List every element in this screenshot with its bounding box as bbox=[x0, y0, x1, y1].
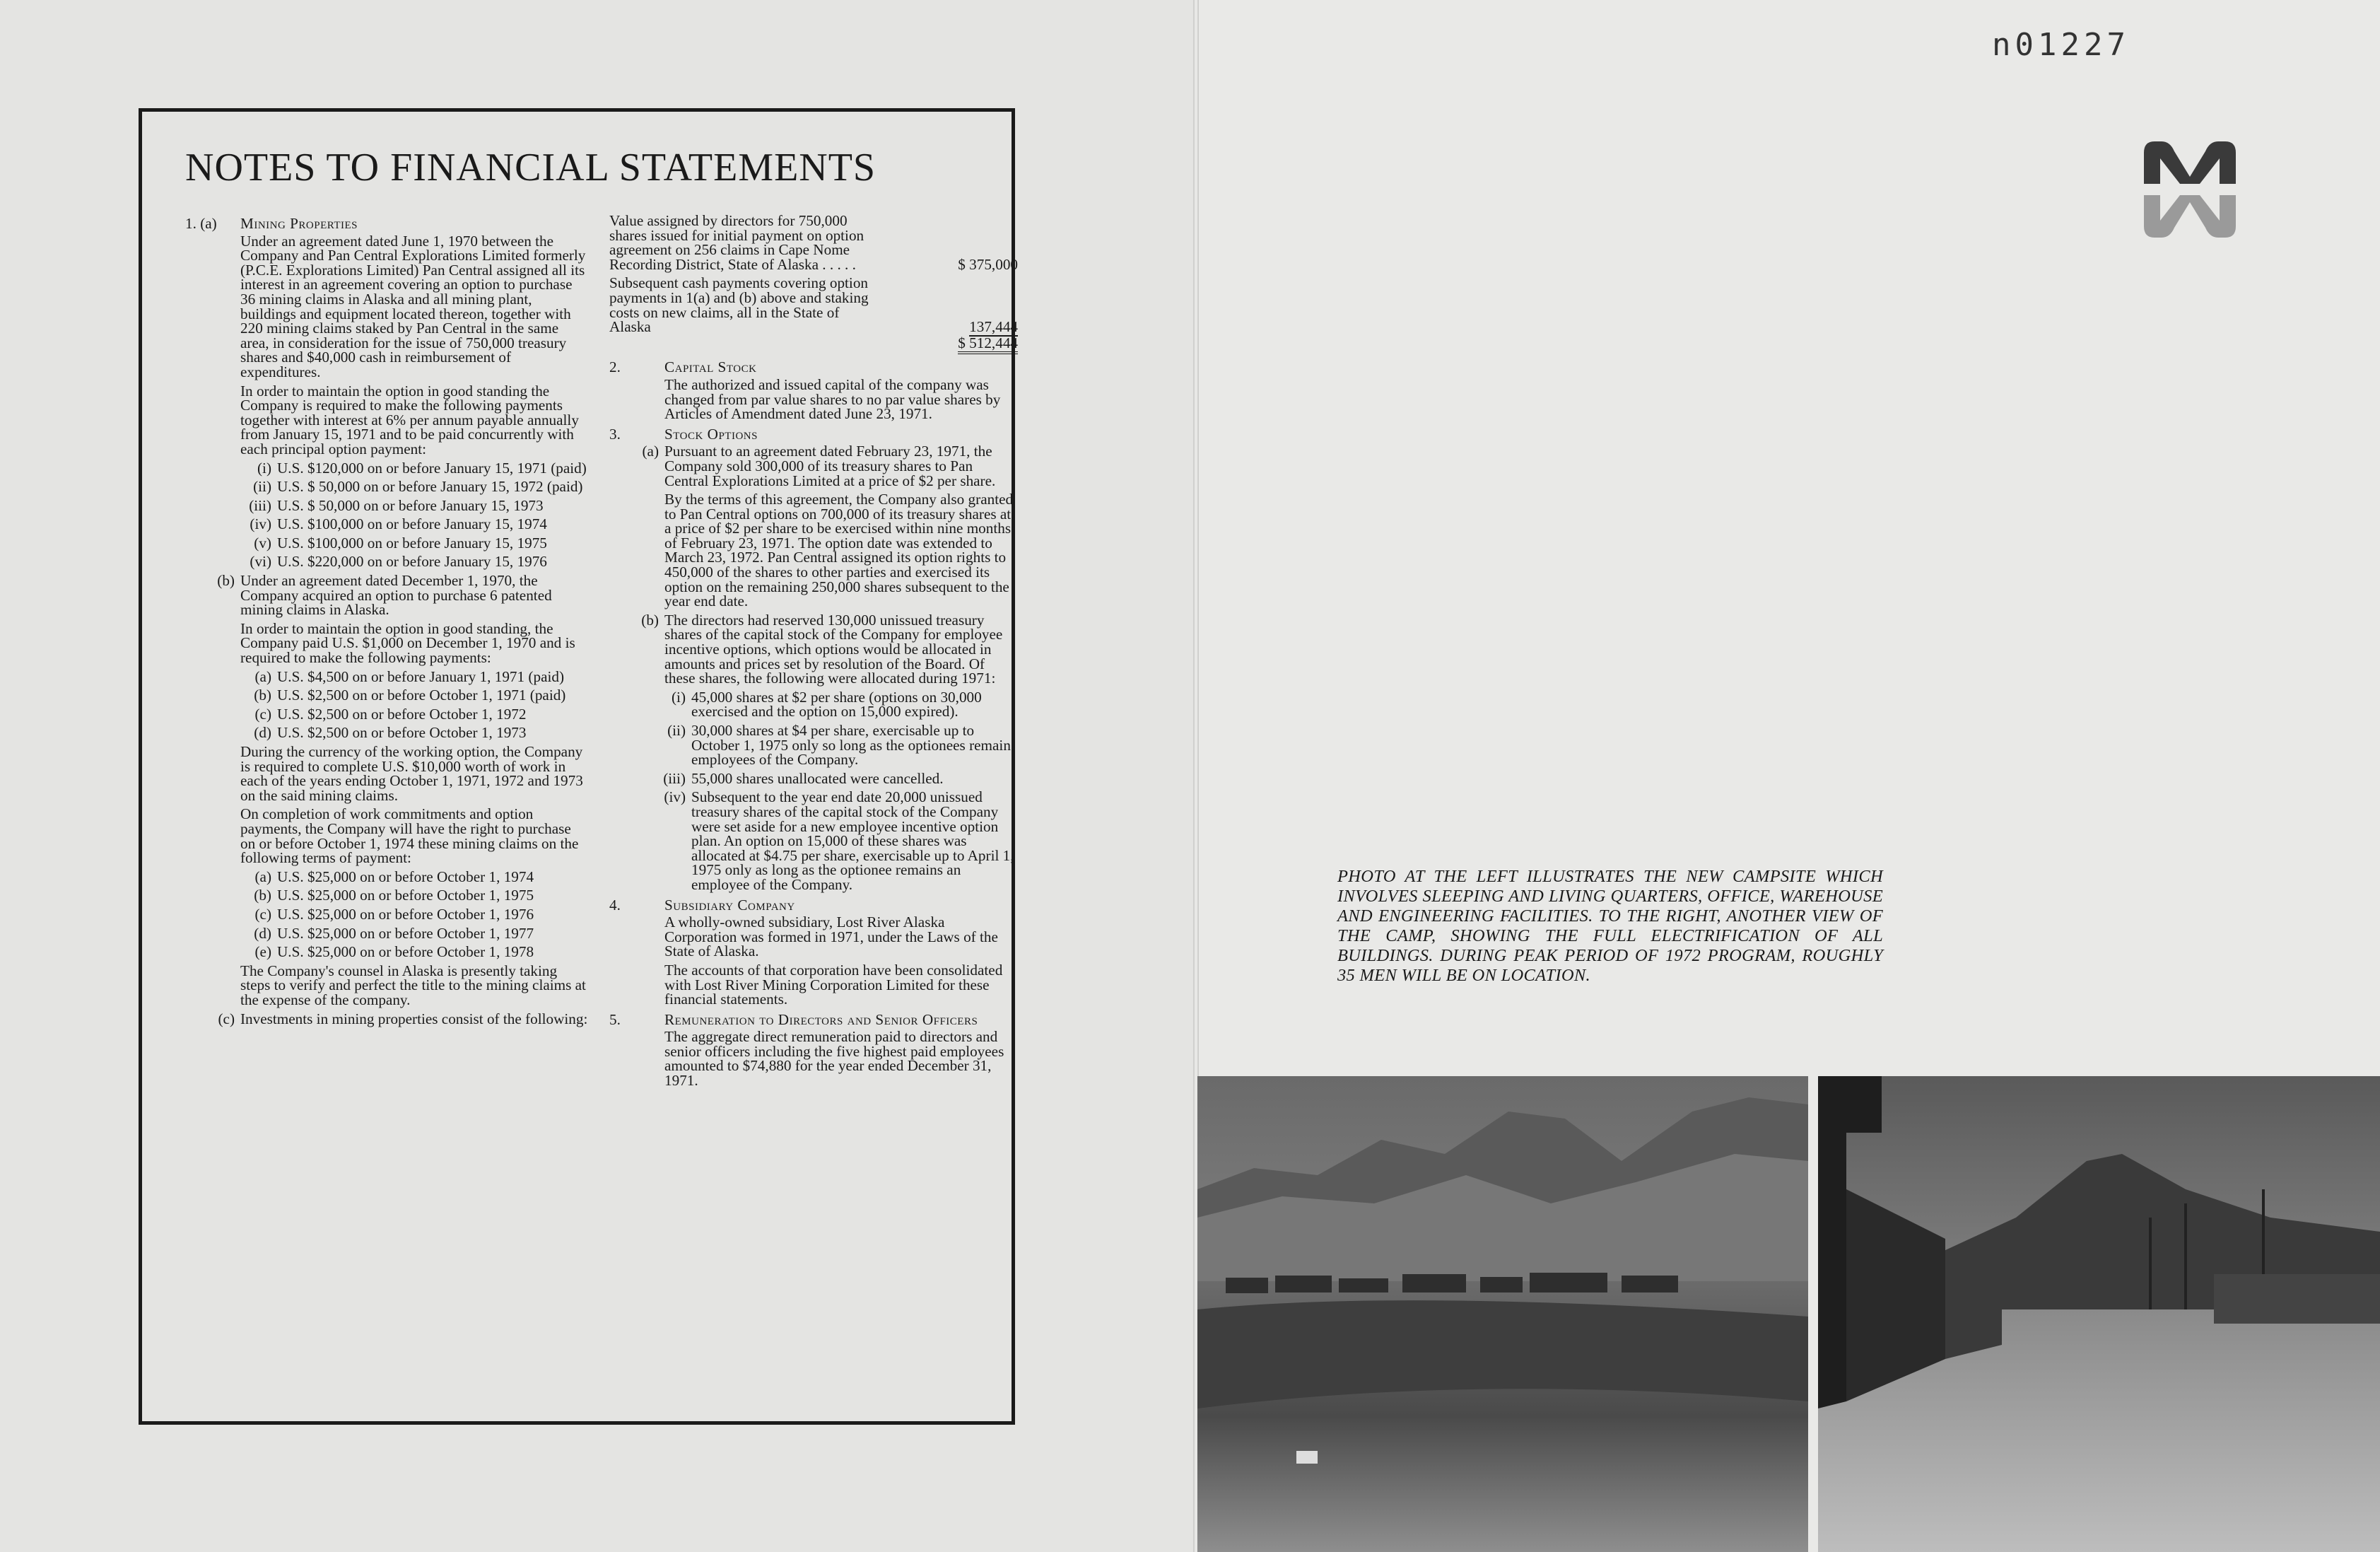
investment-amount: 137,444 bbox=[969, 318, 1018, 336]
note-paragraph: In order to maintain the option in good standing the Company is required to make the following payments together with interest at 6% per annum payable annually from January 15, 1971 and to be paid concurrently with each principal option payment: bbox=[240, 382, 579, 457]
note-paragraph: On completion of work commitments and option payments, the Company will have the right to purchase on or before October 1, 1974 these mining claims on the following terms of payment: bbox=[240, 805, 579, 867]
note-heading: Mining Properties bbox=[240, 215, 358, 232]
note-paragraph: By the terms of this agreement, the Company also granted to Pan Central options on 700,000 of its treasury shares at a price of $2 per share to be exercised within nine months of February 23, 1971. The option date was extended to March 23, 1972. Pan Central assigned its option rights to 450,000 of the shares to other parties and exercised its option on the remaining 250,000 shares subsequent to the year end date. bbox=[664, 491, 1014, 610]
note-2-heading: 2. Capital Stock bbox=[609, 358, 757, 376]
payment-item: (b) U.S. $25,000 on or before October 1, 1975 bbox=[254, 887, 534, 904]
investment-desc: Value assigned by directors for 750,000 shares issued for initial payment on option agreement on 256 claims in Cape Nome Recording District, State of Alaska . . . . . bbox=[609, 212, 864, 273]
mw-logo bbox=[2140, 140, 2239, 239]
photo-caption: PHOTO AT THE LEFT ILLUSTRATES THE NEW CAMPSITE WHICH INVOLVES SLEEPING AND LIVING QUARTERS, OFFICE, WAREHOUSE AND ENGINEERING FACILITIES. TO THE RIGHT, ANOTHER VIEW OF THE CAMP, SHOWING THE FULL ELECTRIFICATION OF ALL BUILDINGS. DURING PEAK PERIOD OF 1972 PROGRAM, ROUGHLY 35 MEN WILL BE ON LOCATION. bbox=[1337, 867, 1883, 985]
investment-desc: Subsequent cash payments covering option payments in 1(a) and (b) above and staking costs on new claims, all in the State of Alaska bbox=[609, 274, 869, 336]
payment-item: (iii) U.S. $ 50,000 on or before January 15, 1973 bbox=[249, 496, 544, 514]
option-item: (i) 45,000 shares at $2 per share (options on 30,000 exercised and the option on 15,000 expired). bbox=[672, 688, 982, 720]
camp-buildings-photo bbox=[1818, 1076, 2380, 1552]
payment-item: (ii) U.S. $ 50,000 on or before January 15, 1972 (paid) bbox=[253, 478, 583, 496]
note-3a: (a) Pursuant to an agreement dated February 23, 1971, the Company sold 300,000 of its treasury shares to Pan Central Explorations Limited at a price of $2 per share. bbox=[642, 443, 996, 489]
notes-column-2 bbox=[609, 214, 1018, 1092]
payment-item: (a) U.S. $4,500 on or before January 1, 1971 (paid) bbox=[254, 667, 565, 685]
note-paragraph: A wholly-owned subsidiary, Lost River Alaska Corporation was formed in 1971, under the Laws of the State of Alaska. bbox=[664, 914, 998, 960]
payment-item: (e) U.S. $25,000 on or before October 1, 1978 bbox=[254, 943, 534, 961]
page-title: NOTES TO FINANCIAL STATEMENTS bbox=[185, 146, 877, 189]
payment-item: (d) U.S. $25,000 on or before October 1, 1977 bbox=[254, 924, 534, 942]
payment-item: (a) U.S. $25,000 on or before October 1, 1974 bbox=[254, 868, 534, 885]
payment-item: (d) U.S. $2,500 on or before October 1, 1973 bbox=[254, 724, 527, 742]
payment-item: (c) U.S. $2,500 on or before October 1, 1972 bbox=[254, 705, 527, 723]
note-paragraph: In order to maintain the option in good standing, the Company paid U.S. $1,000 on December 1, 1970 and is required to make the following payments: bbox=[240, 619, 575, 667]
page-number: n01227 bbox=[1992, 27, 2130, 63]
payment-item: (i) U.S. $120,000 on or before January 15, 1971 (paid) bbox=[257, 459, 587, 477]
note-paragraph: The Company's counsel in Alaska is presently taking steps to verify and perfect the title to the mining claims at the expense of the company. bbox=[240, 962, 586, 1008]
payment-item: (c) U.S. $25,000 on or before October 1, 1976 bbox=[254, 905, 534, 923]
option-item: (iii) 55,000 shares unallocated were cancelled. bbox=[663, 769, 944, 787]
payment-item: (iv) U.S. $100,000 on or before January 15, 1974 bbox=[250, 515, 547, 533]
campsite-photo bbox=[1197, 1076, 1808, 1552]
note-paragraph: Under an agreement dated June 1, 1970 between the Company and Pan Central Explorations Limited formerly (P.C.E. Explorations Limited) Pan Central assigned all its interest in an agreement covering an option to purchase 36 mining claims in Alaska and all mining plant, buildings and equipment located thereon, together with 220 mining claims staked by Pan Central in the same area, in consideration for the issue of 750,000 treasury shares and $40,000 cash in reimbursement of expenditures. bbox=[240, 232, 586, 380]
investment-total: $ 512,444 bbox=[958, 334, 1018, 354]
note-paragraph: The aggregate direct remuneration paid to directors and senior officers including the five highest paid employees amounted to $74,880 for the year ended December 31, 1971. bbox=[664, 1028, 1004, 1090]
note-1b: (b) Under an agreement dated December 1, 1970, the Company acquired an option to purchase 6 patented mining claims in Alaska. bbox=[217, 572, 552, 619]
note-paragraph: The accounts of that corporation have been consolidated with Lost River Mining Corporation Limited for these financial statements. bbox=[664, 961, 1003, 1008]
investment-row bbox=[609, 276, 1018, 334]
note-paragraph: The authorized and issued capital of the company was changed from par value shares to no par value shares by Articles of Amendment dated June 23, 1971. bbox=[664, 375, 1001, 423]
note-1-heading bbox=[185, 216, 588, 231]
payment-item: (b) U.S. $2,500 on or before October 1, 1971 (paid) bbox=[254, 687, 566, 704]
note-paragraph: During the currency of the working option, the Company is required to complete U.S. $10,000 worth of work in each of the years ending October 1, 1971, 1972 and 1973 on the said mining claims. bbox=[240, 743, 583, 804]
note-4-heading: 4. Subsidiary Company bbox=[609, 896, 795, 914]
note-3-heading: 3. Stock Options bbox=[609, 425, 758, 443]
payment-item: (v) U.S. $100,000 on or before January 15, 1975 bbox=[254, 534, 547, 552]
option-item: (ii) 30,000 shares at $4 per share, exercisable up to October 1, 1975 only so long as the optionees remain employees of the Company. bbox=[667, 722, 1011, 769]
investment-row bbox=[609, 214, 1018, 272]
notes-column-1 bbox=[185, 214, 588, 1030]
note-5-heading: 5. Remuneration to Directors and Senior Officers bbox=[609, 1010, 978, 1028]
note-3b: (b) The directors had reserved 130,000 unissued treasury shares of the capital stock of the Company for employee incentive options, which options would be allocated in amounts and prices set by resolution of the Board. Of these shares, the following were allocated during 1971: bbox=[641, 611, 1003, 687]
note-1c: (c) Investments in mining properties consist of the following: bbox=[218, 1010, 588, 1027]
payment-item: (vi) U.S. $220,000 on or before January 15, 1976 bbox=[250, 553, 547, 571]
investment-amount: $ 375,000 bbox=[958, 255, 1018, 273]
note-number: 1. (a) bbox=[185, 215, 217, 232]
option-item: (iv) Subsequent to the year end date 20,000 unissued treasury shares of the capital stock of the Company were set aside for a new employee incentive option plan. An option on 15,000 of these shares was allocated at $4.75 per share, exercisable up to April 1, 1975 only as long as the optionee remains an employee of the Company. bbox=[664, 788, 1014, 893]
